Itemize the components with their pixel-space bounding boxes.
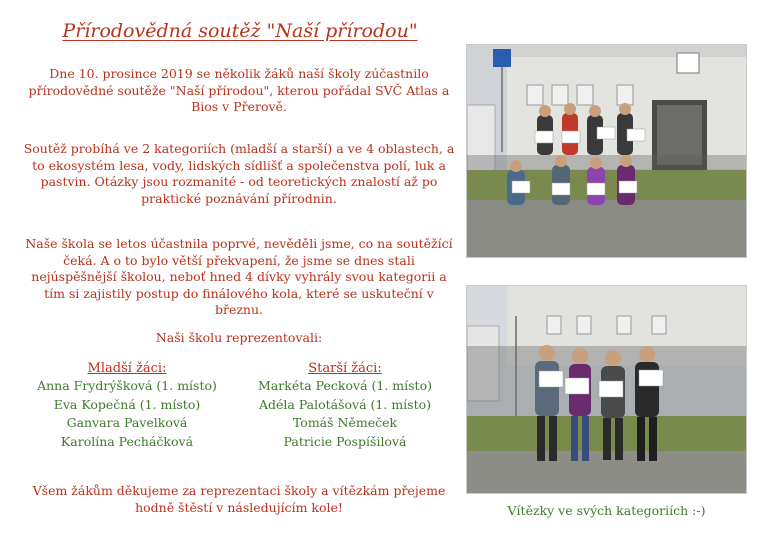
younger-student: Anna Frydrýšková (1. místo) — [37, 378, 217, 393]
older-column — [240, 360, 450, 451]
group-photo — [466, 44, 747, 258]
winners-photo — [466, 285, 747, 494]
younger-student: Eva Kopečná (1. místo) — [53, 396, 201, 412]
representatives-intro: Naši školu reprezentovali: — [155, 330, 323, 345]
younger-student: Karolína Pecháčková — [60, 433, 194, 449]
paragraph-results: Naše škola se letos účastnila poprvé, nevěděli jsme, co na soutěžící čeká. A o to bylo větší překvapení, že jsme se dnes stali nejúspěšnější školou, neboť hned 4 dívky vyhrály svou kategorii a tím si zajistily postup do finálového kola, které se uskuteční v březnu. — [25, 236, 453, 317]
paragraph-categories: Soutěž probíhá ve 2 kategoriích (mladší a starší) a ve 4 oblastech, a to ekosystém lesa, vody, lidských sídlišť a společenstva polí, luk a pastvin. Otázky jsou rozmanité - od teoretických znalostí až po praktické poznávání přírodnin. — [23, 141, 455, 206]
older-student: Adéla Palotášová (1. místo) — [258, 396, 432, 412]
page-title: Přírodovědná soutěž "Naší přírodou" — [62, 20, 418, 42]
paragraph-intro: Dne 10. prosince 2019 se několik žáků naší školy zúčastnilo přírodovědné soutěže "Naší přírodou", kterou pořádal SVČ Atlas a Bios v Přerově. — [28, 66, 450, 114]
older-heading: Starší žáci: — [308, 361, 382, 376]
photo-caption: Vítězky ve svých kategoriích :-) — [507, 503, 706, 518]
older-student: Markéta Pecková (1. místo) — [258, 378, 432, 393]
younger-heading: Mladší žáci: — [87, 361, 167, 376]
older-student: Patricie Pospíšilová — [283, 433, 407, 449]
younger-column — [22, 360, 232, 451]
older-student: Tomáš Němeček — [292, 415, 398, 430]
younger-student: Ganvara Pavelková — [66, 415, 188, 430]
closing-text: Všem žákům děkujeme za reprezentaci školy a vítězkám přejeme hodně štěstí v následujícím kole! — [32, 483, 446, 515]
